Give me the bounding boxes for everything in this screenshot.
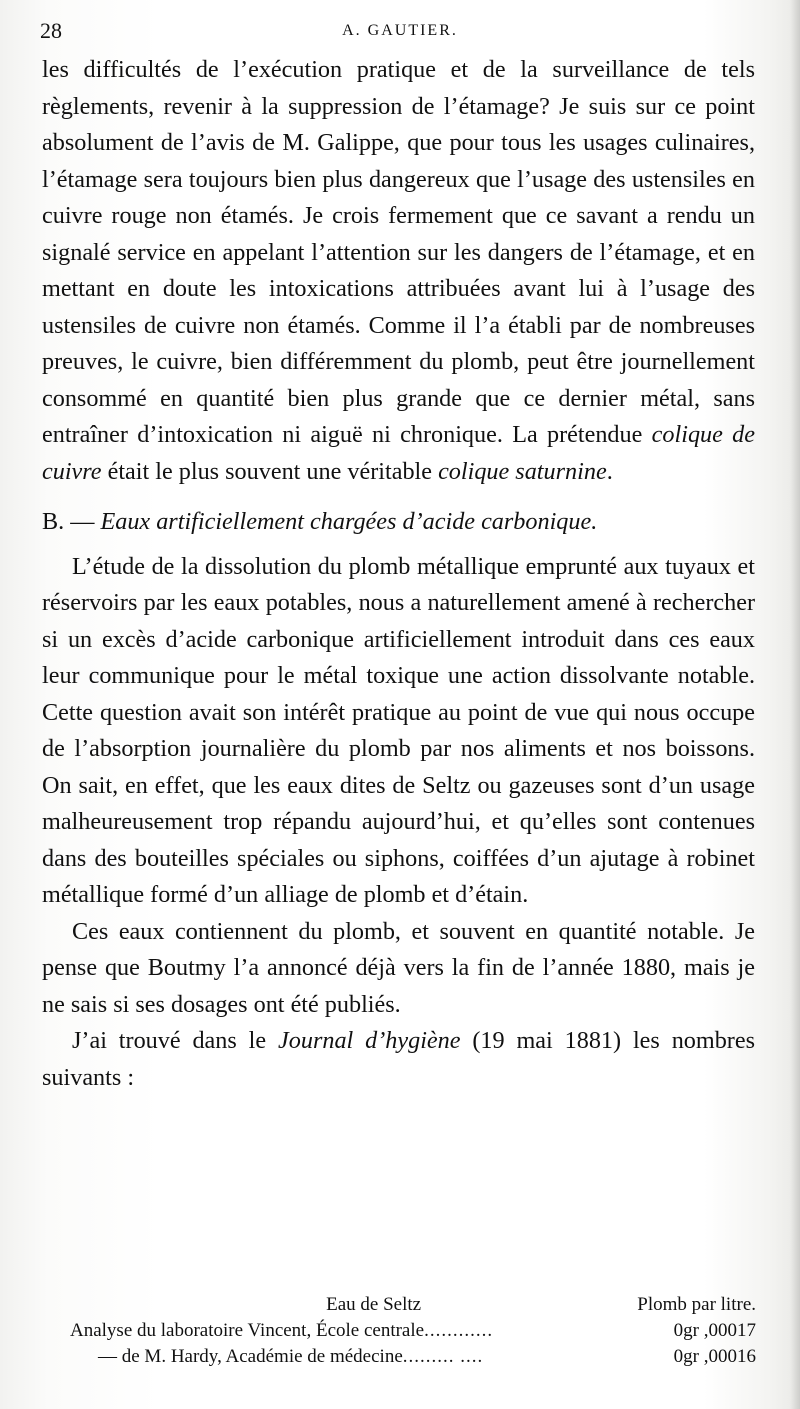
row-label-text: — de M. Hardy, Académie de médecine bbox=[98, 1346, 403, 1367]
page-header bbox=[40, 18, 760, 46]
paragraph-2: L’étude de la dissolution du plomb métallique emprunté aux tuyaux et réservoirs par les eaux potables, nous a naturellement amené à rechercher si un excès d’acide carbonique artificiellement introduit dans ces eaux leur communique pour le métal toxique une action dissolvante notable. Cette question avait son intérêt pratique au point de vue qui nous occupe de l’absorption journalière du plomb par nos aliments et nos boissons. On sait, en effet, que les eaux dites de Seltz ou gazeuses sont d’un usage malheureusement trop répandu aujourd’hui, et qu’elles sont contenues dans des bouteilles spéciales ou siphons, coiffées d’un ajutage à robinet métallique formé d’un alliage de plomb et d’étain. bbox=[42, 552, 755, 908]
italic-term: colique de cuivre bbox=[42, 421, 755, 485]
body-text bbox=[42, 52, 755, 1096]
page-edge-shadow bbox=[790, 0, 800, 1409]
journal-title: Journal d’hygiène bbox=[278, 1027, 461, 1054]
paragraph-4 bbox=[42, 1023, 755, 1096]
paragraph-1-mid: était le plus souvent une véritable bbox=[101, 457, 439, 485]
page-number: 28 bbox=[40, 18, 62, 43]
table-row bbox=[70, 1318, 756, 1344]
table-row bbox=[70, 1344, 756, 1370]
section-heading bbox=[42, 504, 755, 541]
paragraph-3: Ces eaux contiennent du plomb, et souvent en quantité notable. Je pense que Boutmy l’a annoncé déjà vers la fin de l’année 1880, mais je ne sais si ses dosages ont été publiés. bbox=[42, 917, 755, 1018]
table-header-row bbox=[70, 1292, 756, 1318]
table-row-value: 0gr ,00017 bbox=[673, 1320, 756, 1341]
italic-term: colique saturnine bbox=[438, 457, 607, 485]
leader-dots: ......... .... bbox=[402, 1346, 484, 1367]
paragraph-continued bbox=[42, 52, 755, 490]
table-header-sample: Eau de Seltz bbox=[326, 1294, 422, 1315]
paragraph-4-start: J’ai trouvé dans le bbox=[72, 1027, 279, 1054]
table-row-value: 0gr ,00016 bbox=[673, 1346, 756, 1367]
running-head: A. GAUTIER. bbox=[342, 22, 458, 39]
row-label-text: Analyse du laboratoire Vincent, École centrale bbox=[70, 1320, 425, 1341]
table-row-label bbox=[70, 1318, 674, 1344]
table-header-unit: Plomb par litre. bbox=[637, 1294, 756, 1315]
table-row-label bbox=[70, 1344, 674, 1370]
lead-data-table bbox=[70, 1292, 756, 1370]
leader-dots: ............ bbox=[424, 1320, 494, 1341]
section-prefix: B. — bbox=[42, 508, 101, 535]
paragraph-1-text: les difficultés de l’exécution pratique et de la surveillance de tels règlements, revenir à la suppression de l’étamage? Je suis sur ce point absolument de l’avis de M. Galippe, que pour tous les usages culinaires, l’étamage sera toujours bien plus dangereux que l’usage des ustensiles en cuivre rouge non étamés. Je crois fermement que ce savant a rendu un signalé service en appelant l’attention sur les dangers de l’étamage, et en mettant en doute les intoxications attribuées avant lui à l’usage des ustensiles de cuivre non étamés. Comme il l’a établi par de nombreuses preuves, le cuivre, bien différemment du plomb, peut être journellement consommé en quantité bien plus grande que ce dernier métal, sans entraîner d’intoxication ni aiguë ni chronique. La prétendue bbox=[42, 56, 755, 448]
paragraph-4-end: (19 mai 1881) les nombres suivants : bbox=[42, 1027, 755, 1091]
section-title: Eaux artificiellement chargées d’acide carbonique. bbox=[100, 508, 598, 535]
paragraph-1-end: . bbox=[606, 457, 613, 485]
